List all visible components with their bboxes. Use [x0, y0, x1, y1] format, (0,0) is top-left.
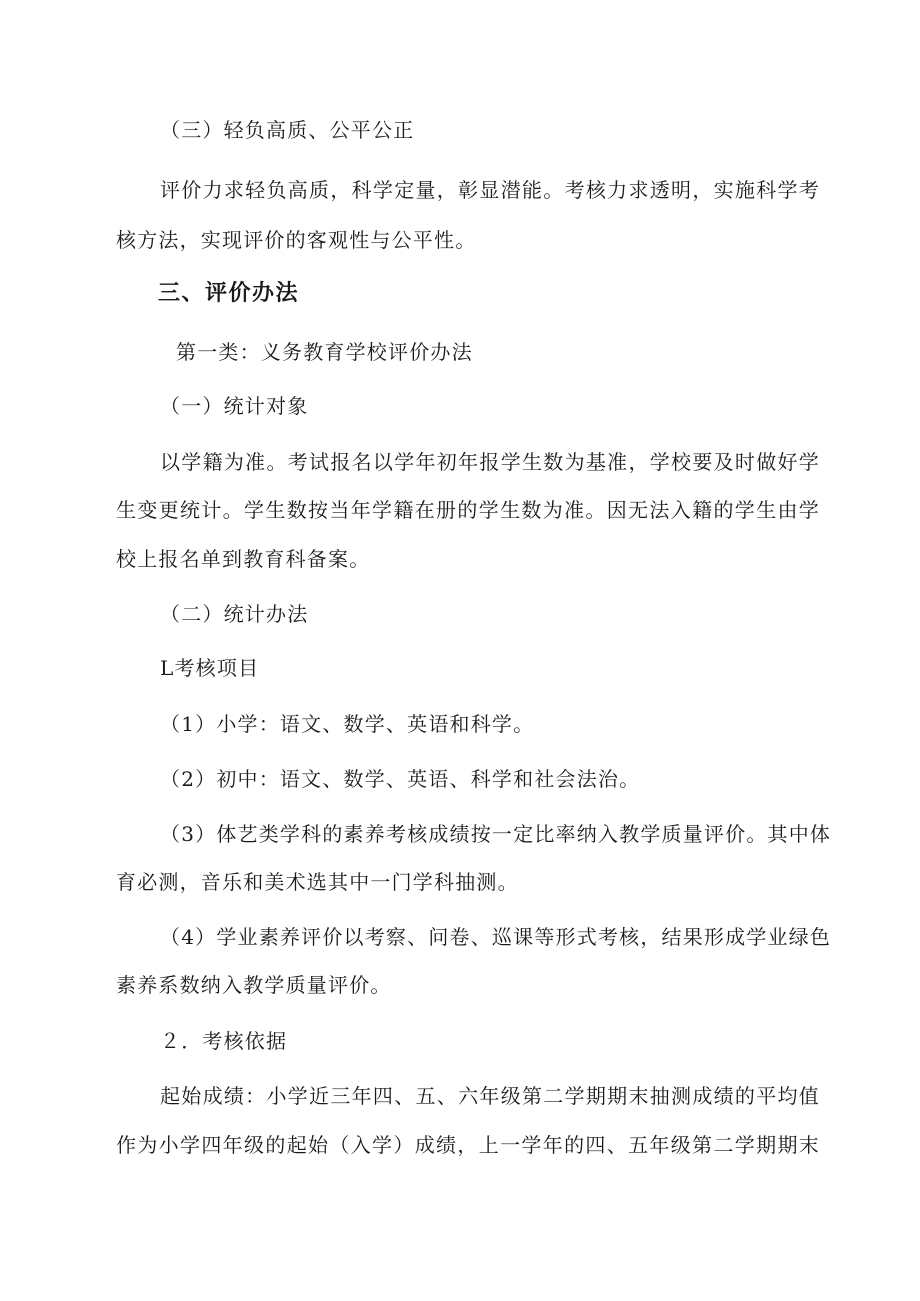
subsection-heading-stat-method: （二）统计办法: [160, 602, 309, 626]
list-item: （2）初中：语文、数学、英语、科学和社会法治。: [160, 767, 641, 791]
list-item-line: 素养系数纳入教学质量评价。: [116, 973, 392, 997]
item-heading-assessment-items: L考核项目: [160, 656, 260, 680]
list-item-line: （3）体艺类学科的素养考核成绩按一定比率纳入教学质量评价。其中体: [160, 822, 832, 846]
paragraph-line: 起始成绩：小学近三年四、五、六年级第二学期期末抽测成绩的平均值: [160, 1084, 820, 1108]
paragraph-line: 评价力求轻负高质，科学定量，彰显潜能。考核力求透明，实施科学考: [160, 178, 820, 202]
section-heading-evaluation-methods: 三、评价办法: [158, 281, 300, 306]
paragraph-line: 以学籍为准。考试报名以学年初年报学生数为基准，学校要及时做好学: [160, 450, 820, 474]
list-item: （1）小学：语文、数学、英语和科学。: [160, 712, 535, 736]
category-heading: 第一类：义务教育学校评价办法: [176, 340, 473, 364]
subsection-heading-stat-object: （一）统计对象: [160, 394, 309, 418]
paragraph-line: 校上报名单到教育科备案。: [116, 547, 371, 571]
paragraph-line: 核方法，实现评价的客观性与公平性。: [116, 228, 477, 252]
paragraph-line: 生变更统计。学生数按当年学籍在册的学生数为准。因无法入籍的学生由学: [116, 498, 820, 522]
subsection-heading-light-burden: （三）轻负高质、公平公正: [160, 118, 415, 142]
list-item-line: 育必测，音乐和美术选其中一门学科抽测。: [116, 870, 519, 894]
list-item-line: （4）学业素养评价以考察、问卷、巡课等形式考核，结果形成学业绿色: [160, 925, 832, 949]
paragraph-line: 作为小学四年级的起始（入学）成绩，上一学年的四、五年级第二学期期末: [116, 1133, 820, 1157]
item-heading-assessment-basis: ２．考核依据: [160, 1029, 288, 1053]
